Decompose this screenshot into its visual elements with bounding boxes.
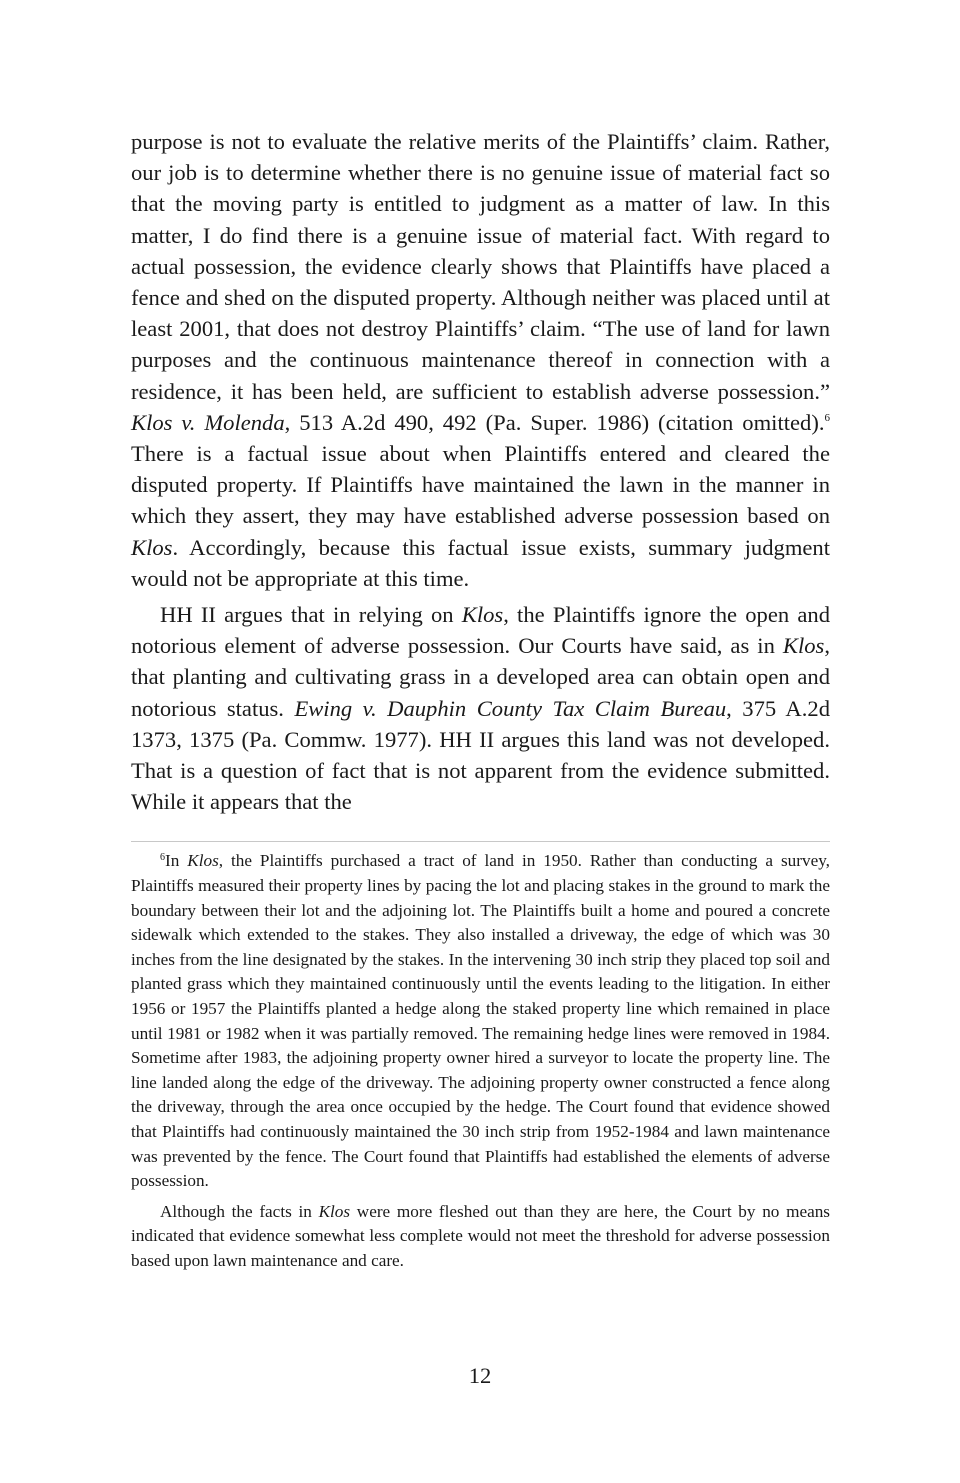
case-name-klos: Klos — [318, 1201, 351, 1221]
footnote-divider — [131, 841, 830, 842]
case-citation-klos: Klos v. Molenda — [131, 409, 285, 435]
case-name-klos: Klos — [782, 633, 825, 659]
body-paragraph-1: purpose is not to evaluate the relative merits of the Plaintiffs’ claim. Rather, our job is to determine whether there is no genuine issue of material fact so that the moving party is entitled to judgment as a matter of law. In this matter, I do find there is a genuine issue of material fact. With regard to actual possession, the evidence clearly shows that Plaintiffs have placed a fence and shed on the disputed property. Although neither was placed until at least 2001, that does not destroy Plaintiffs’ claim. “The use of land for lawn purposes and the continuous maintenance thereof in connection with a residence, it has been held, are sufficient to establish adverse possession.” Klos v. Molenda, 513 A.2d 490, 492 (Pa. Super. 1986) (citation omitted).$^6$ There is a factual issue about when Plaintiffs entered and cleared the disputed property. If Plaintiffs have maintained the lawn in the manner in which they assert, they may have established adverse possession based on Klos. Accordingly, because this factual issue exists, summary judgment would not be appropriate at this time. — [131, 129, 830, 591]
footnote-paragraph-2: Although the facts in Klos were more fleshed out than they are here, the Court by no means indicated that evidence somewhat less complete would not meet the threshold for adverse possession based upon lawn maintenance and care. — [131, 1201, 830, 1270]
footnote-paragraph-1: $^6$In Klos, the Plaintiffs purchased a tract of land in 1950. Rather than conducting a survey, Plaintiffs measured their property lines by pacing the lot and placing stakes in the ground to mark the boundary between their lot and the adjoining lot. The Plaintiffs built a home and poured a concrete sidewalk which extended to the stakes. They also installed a driveway, the edge of which was 30 inches from the line designated by the stakes. In the intervening 30 inch strip they placed top soil and planted grass which they maintained continuously until the events leading to the litigation. In either 1956 or 1957 the Plaintiffs planted a hedge along the staked property line which remained in place until 1981 or 1982 when it was partially removed. The remaining hedge lines were removed in 1984. Sometime after 1983, the adjoining property owner hired a surveyor to locate the property line. The line landed along the edge of the driveway. The adjoining property owner constructed a fence along the driveway, through the area once occupied by the hedge. The Court found that evidence showed that Plaintiffs had continuously maintained the 30 inch strip from 1952-1984 and lawn maintenance was prevented by the fence. The Court found that Plaintiffs had established the elements of adverse possession. — [131, 851, 830, 1191]
case-citation-ewing: Ewing v. Dauphin County Tax Claim Bureau — [294, 695, 727, 721]
case-name-klos: Klos — [187, 851, 219, 871]
page-number: 12 — [468, 1363, 492, 1388]
case-name-klos: Klos — [461, 602, 504, 628]
footnote-reference[interactable]: 6 — [824, 411, 830, 424]
footnote-number: 6 — [160, 852, 165, 864]
body-paragraph-2: HH II argues that in relying on Klos, the Plaintiffs ignore the open and notorious element of adverse possession. Our Courts have said, as in Klos, that planting and cultivating grass in a developed area can obtain open and notorious status. Ewing v. Dauphin County Tax Claim Bureau, 375 A.2d 1373, 1375 (Pa. Commw. 1977). HH II argues this land was not developed. That is a question of fact that is not apparent from the evidence submitted. While it appears that the — [131, 602, 831, 815]
case-name-klos: Klos — [131, 534, 173, 560]
page-content — [131, 126, 830, 1274]
